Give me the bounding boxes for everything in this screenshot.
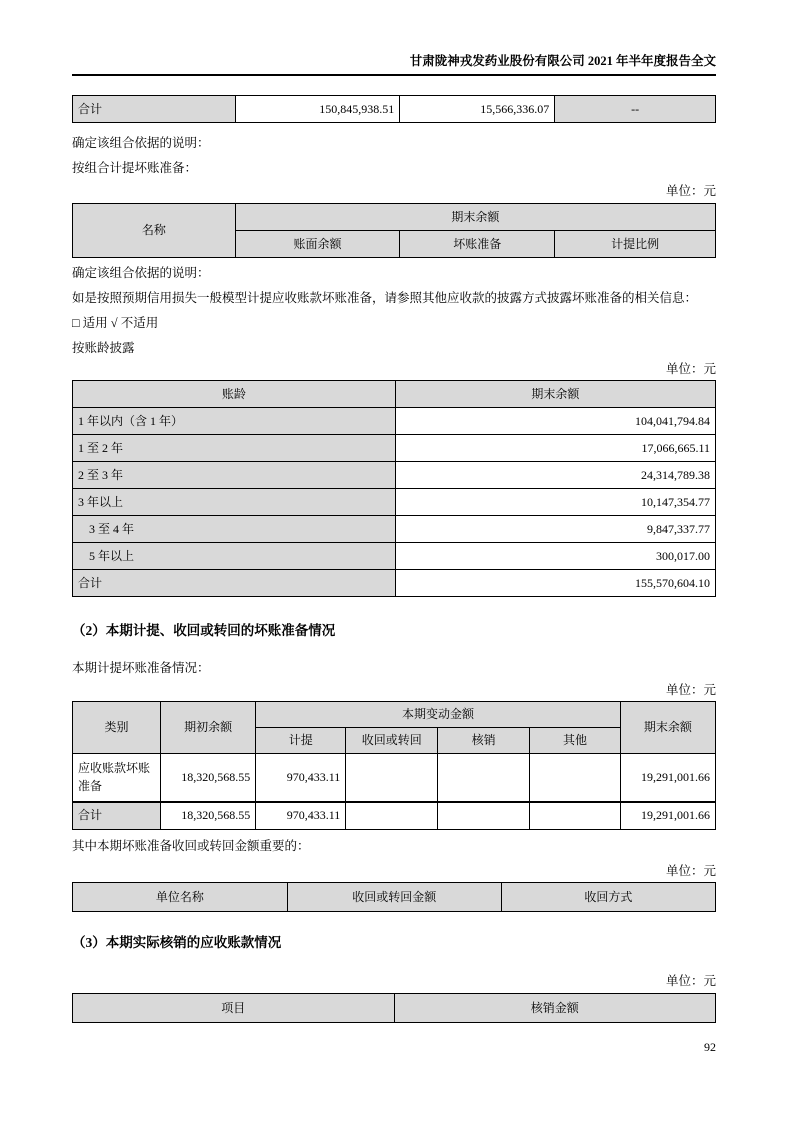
- page-number: 92: [704, 1040, 716, 1054]
- recover-header-cell: 收回或转回: [346, 728, 438, 754]
- aging-label-cell: 3 至 4 年: [73, 516, 396, 543]
- table-row: [73, 96, 716, 123]
- category-cell: 应收账款坏账准备: [73, 754, 161, 802]
- total-provision-cell: 970,433.11: [256, 802, 346, 830]
- change-group-header-cell: 本期变动金额: [256, 702, 621, 728]
- table-row: [73, 543, 716, 570]
- item-header-cell: 项目: [73, 994, 395, 1023]
- aging-label-cell: 2 至 3 年: [73, 462, 396, 489]
- other-cell: [530, 754, 621, 802]
- aging-label-cell: 3 年以上: [73, 489, 396, 516]
- aging-table: [72, 380, 716, 597]
- aging-value-cell: 9,847,337.77: [395, 516, 715, 543]
- table-row: [73, 204, 716, 231]
- period-end-header-cell: 期末余额: [235, 204, 715, 231]
- ecl-note: 如是按照预期信用损失一般模型计提应收账款坏账准备，请参照其他应收款的披露方式披露坏账准备的相关信息：: [72, 291, 698, 305]
- unit-label: 单位：元: [665, 974, 716, 988]
- provision-header-cell: 计提: [256, 728, 346, 754]
- total-other-cell: [530, 802, 621, 830]
- report-header-title: 甘肃陇神戎发药业股份有限公司 2021 年半年度报告全文: [72, 0, 716, 76]
- closing-header-cell: 期末余额: [620, 702, 715, 754]
- table-row: [73, 754, 716, 802]
- aging-disclosure-note: 按账龄披露: [72, 341, 135, 355]
- total-closing-cell: 19,291,001.66: [620, 802, 715, 830]
- entity-name-header-cell: 单位名称: [73, 883, 288, 912]
- aging-value-cell: 104,041,794.84: [395, 408, 715, 435]
- balance-header-cell: 期末余额: [395, 381, 715, 408]
- ratio-cell: --: [555, 96, 716, 123]
- group-provision-note: 按组合计提坏账准备：: [72, 161, 198, 175]
- category-header-cell: 类别: [73, 702, 161, 754]
- basis-note-1: 确定该组合依据的说明：: [72, 136, 210, 150]
- table-row: [73, 702, 716, 728]
- writeoff-cell: [438, 754, 530, 802]
- total-label-cell: 合计: [73, 96, 236, 123]
- other-header-cell: 其他: [530, 728, 621, 754]
- aging-label-cell: 1 年以内（含 1 年）: [73, 408, 396, 435]
- total-category-cell: 合计: [73, 802, 161, 830]
- table-row: [73, 883, 716, 912]
- aging-total-value-cell: 155,570,604.10: [395, 570, 715, 597]
- applicability-line: □ 适用 √ 不适用: [72, 316, 159, 330]
- aging-value-cell: 10,147,354.77: [395, 489, 715, 516]
- aging-value-cell: 17,066,665.11: [395, 435, 715, 462]
- table-row: [73, 570, 716, 597]
- book-balance-cell: 150,845,938.51: [235, 96, 400, 123]
- table-row: [73, 516, 716, 543]
- section-2-heading: （2）本期计提、收回或转回的坏账准备情况: [72, 623, 336, 638]
- group-provision-table: [72, 203, 716, 258]
- unit-label: 单位：元: [665, 362, 716, 376]
- aging-value-cell: 300,017.00: [395, 543, 715, 570]
- table-row: [73, 408, 716, 435]
- table-row: [73, 489, 716, 516]
- table-row: [73, 994, 716, 1023]
- provision-cell: 970,433.11: [256, 754, 346, 802]
- closing-cell: 19,291,001.66: [620, 754, 715, 802]
- table-row: [73, 381, 716, 408]
- book-balance-header-cell: 账面余额: [235, 231, 400, 258]
- writeoff-table: [72, 993, 716, 1023]
- total-recover-cell: [346, 802, 438, 830]
- total-opening-cell: 18,320,568.55: [161, 802, 256, 830]
- table-row: [73, 435, 716, 462]
- name-header-cell: 名称: [73, 204, 236, 258]
- writeoff-amount-header-cell: 核销金额: [394, 994, 716, 1023]
- current-provision-note: 本期计提坏账准备情况：: [72, 661, 210, 675]
- section-3-heading: （3）本期实际核销的应收账款情况: [72, 935, 282, 950]
- recovery-method-header-cell: 收回方式: [501, 883, 715, 912]
- aging-value-cell: 24,314,789.38: [395, 462, 715, 489]
- opening-header-cell: 期初余额: [161, 702, 256, 754]
- table-row: [73, 802, 716, 830]
- recover-cell: [346, 754, 438, 802]
- unit-label: 单位：元: [665, 184, 716, 198]
- recovered-amount-header-cell: 收回或转回金额: [287, 883, 501, 912]
- aging-header-cell: 账龄: [73, 381, 396, 408]
- writeoff-header-cell: 核销: [438, 728, 530, 754]
- aging-label-cell: 5 年以上: [73, 543, 396, 570]
- portfolio-total-table: [72, 95, 716, 123]
- recovery-table: [72, 882, 716, 912]
- aging-total-label-cell: 合计: [73, 570, 396, 597]
- bad-debt-provision-cell: 15,566,336.07: [400, 96, 555, 123]
- table-row: [73, 462, 716, 489]
- provision-change-table: [72, 701, 716, 830]
- total-writeoff-cell: [438, 802, 530, 830]
- unit-label: 单位：元: [665, 864, 716, 878]
- opening-cell: 18,320,568.55: [161, 754, 256, 802]
- aging-label-cell: 1 至 2 年: [73, 435, 396, 462]
- basis-note-2: 确定该组合依据的说明：: [72, 266, 210, 280]
- bad-debt-header-cell: 坏账准备: [400, 231, 555, 258]
- significant-recovery-note: 其中本期坏账准备收回或转回金额重要的：: [72, 839, 310, 853]
- unit-label: 单位：元: [665, 683, 716, 697]
- ratio-header-cell: 计提比例: [555, 231, 716, 258]
